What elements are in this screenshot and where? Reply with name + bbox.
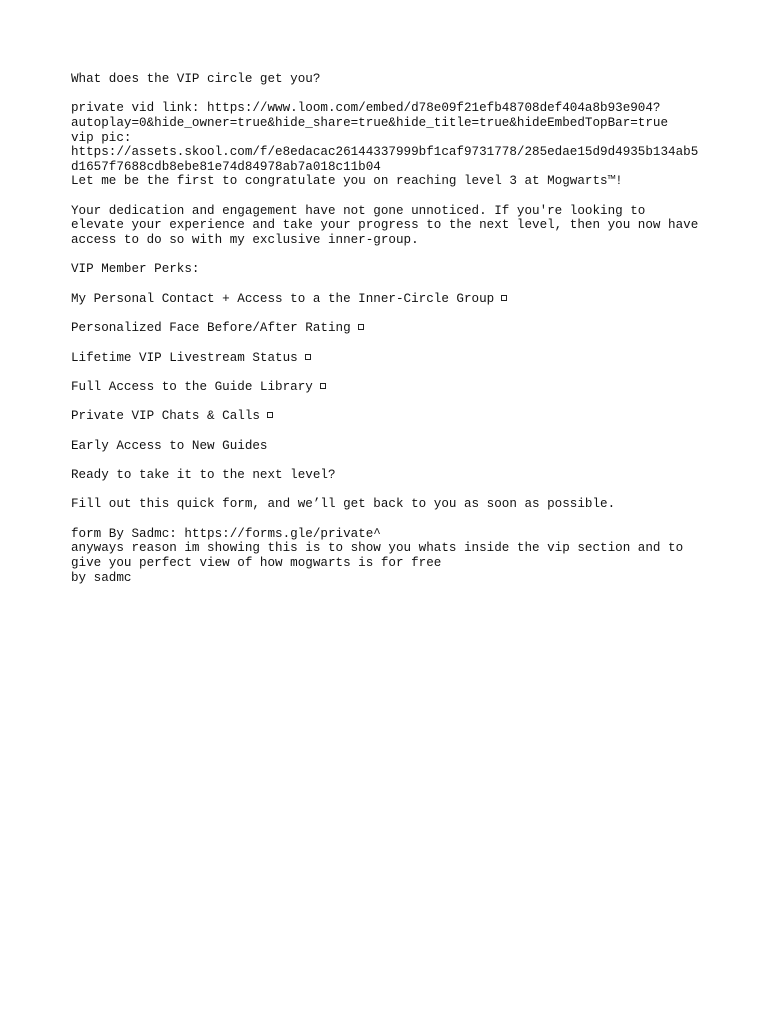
spacer <box>71 87 711 102</box>
form-prompt: Fill out this quick form, and we’ll get back to you as soon as possible. <box>71 497 616 512</box>
perk-label: Personalized Face Before/After Rating <box>71 321 351 336</box>
spacer <box>71 394 711 409</box>
spacer <box>71 277 711 292</box>
box-icon <box>305 354 311 360</box>
perk-label: Early Access to New Guides <box>71 438 268 453</box>
closing-line: give you perfect view of how mogwarts is for free <box>71 556 442 571</box>
document-body <box>71 72 711 585</box>
video-link-line: private vid link: https://www.loom.com/embed/d78e09f21efb48708def404a8b93e904? <box>71 101 661 116</box>
box-icon <box>501 295 507 301</box>
perk-item <box>71 321 711 336</box>
perk-label: My Personal Contact + Access to a the Inner-Circle Group <box>71 291 495 306</box>
perk-label: Lifetime VIP Livestream Status <box>71 350 298 365</box>
video-link-line: autoplay=0&hide_owner=true&hide_share=true&hide_title=true&hideEmbedTopBar=true <box>71 115 669 130</box>
box-icon <box>320 383 326 389</box>
perk-item <box>71 439 711 454</box>
spacer <box>71 512 711 527</box>
intro-line: access to do so with my exclusive inner-group. <box>71 232 419 247</box>
form-link: form By Sadmc: https://forms.gle/private^ <box>71 526 381 541</box>
spacer <box>71 483 711 498</box>
perk-item <box>71 380 711 395</box>
perks-heading: VIP Member Perks: <box>71 262 200 277</box>
intro-line: elevate your experience and take your progress to the next level, then you now have <box>71 218 699 233</box>
perk-label: Private VIP Chats & Calls <box>71 409 260 424</box>
perk-item <box>71 409 711 424</box>
box-icon <box>358 324 364 330</box>
pic-link-line: d1657f7688cdb8ebe81e74d84978ab7a018c11b04 <box>71 159 381 174</box>
perk-item <box>71 292 711 307</box>
pic-label: vip pic: <box>71 130 132 145</box>
pic-link-line: https://assets.skool.com/f/e8edacac26144337999bf1caf9731778/285edae15d9d4935b134ab5 <box>71 145 699 160</box>
intro-line: Your dedication and engagement have not gone unnoticed. If you're looking to <box>71 203 646 218</box>
perk-label: Full Access to the Guide Library <box>71 379 313 394</box>
spacer <box>71 248 711 263</box>
spacer <box>71 424 711 439</box>
spacer <box>71 336 711 351</box>
cta-text: Ready to take it to the next level? <box>71 468 336 483</box>
spacer <box>71 365 711 380</box>
spacer <box>71 453 711 468</box>
box-icon <box>267 412 273 418</box>
spacer <box>71 306 711 321</box>
spacer <box>71 189 711 204</box>
congrats-text: Let me be the first to congratulate you on reaching level 3 at Mogwarts™! <box>71 174 623 189</box>
perk-item <box>71 351 711 366</box>
page-heading: What does the VIP circle get you? <box>71 72 321 86</box>
signature-line: by sadmc <box>71 570 132 585</box>
closing-line: anyways reason im showing this is to show you whats inside the vip section and to <box>71 541 684 556</box>
